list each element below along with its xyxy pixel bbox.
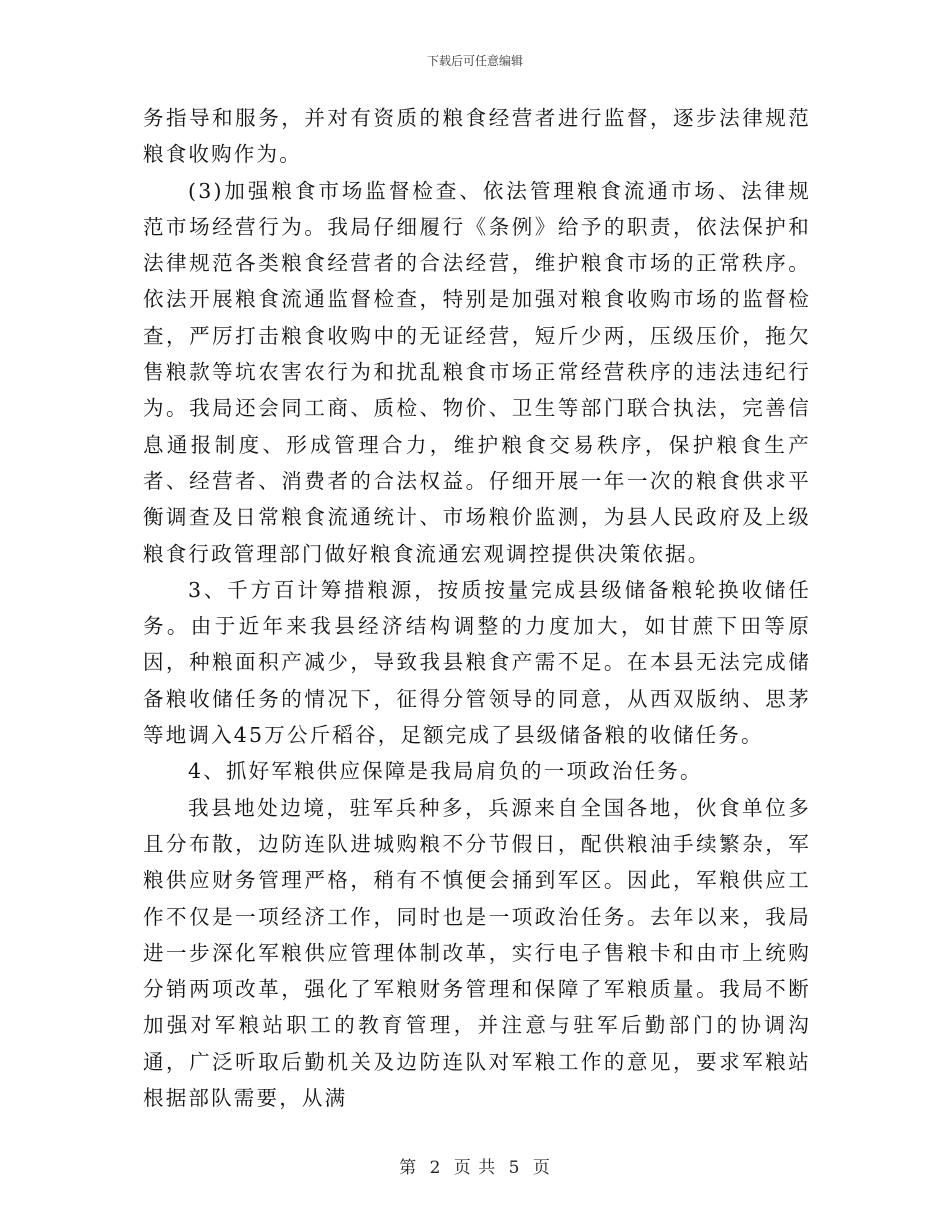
page-number-footer [0, 1153, 950, 1178]
document-body [143, 100, 811, 1116]
paragraph-grain-reserve: 3、千方百计筹措粮源，按质按量完成县级储备粮轮换收储任务。由于近年来我县经济结构调整的力度加大，如甘蔗下田等原因，种粮面积产减少，导致我县粮食产需不足。在本县无法完成储备粮收储任务的情况下，征得分管领导的同意，从西双版纳、思茅等地调入45万公斤稻谷，足额完成了县级储备粮的收储任务。 [143, 577, 811, 748]
page-suffix: 页 [532, 1158, 551, 1178]
paragraph-continuation: 务指导和服务，并对有资质的粮食经营者进行监督，逐步法律规范粮食收购作为。 [143, 106, 811, 167]
paragraph-market-supervision: (3)加强粮食市场监督检查、依法管理粮食流通市场、法律规范市场经营行为。我局仔细履行《条例》给予的职责，依法保护和法律规范各类粮食经营者的合法经营，维护粮食市场的正常秩序。依法开展粮食流通监督检查，特别是加强对粮食收购市场的监督检查，严厉打击粮食收购中的无证经营，短斤少两，压级压价，拖欠售粮款等坑农害农行为和扰乱粮食市场正常经营秩序的违法违纪行为。我局还会同工商、质检、物价、卫生等部门联合执法，完善信息通报制度、形成管理合力，维护粮食交易秩序，保护粮食生产者、经营者、消费者的合法权益。仔细开展一年一次的粮食供求平衡调查及日常粮食流通统计、市场粮价监测，为县人民政府及上级粮食行政管理部门做好粮食流通宏观调控提供决策依据。 [143, 178, 811, 566]
page-middle-text: 页 共 [453, 1158, 497, 1178]
paragraph-military-grain-detail: 我县地处边境，驻军兵种多，兵源来自全国各地，伙食单位多且分布散，边防连队进城购粮不分节假日，配供粮油手续繁杂，军粮供应财务管理严格，稍有不慎便会捅到军区。因此，军粮供应工作不仅是一项经济工作，同时也是一项政治任务。去年以来，我局进一步深化军粮供应管理体制改革，实行电子售粮卡和由市上统购分销两项改革，强化了军粮财务管理和保障了军粮质量。我局不断加强对军粮站职工的教育管理，并注意与驻军后勤部门的协调沟通，广泛听取后勤机关及边防连队对军粮工作的意见，要求军粮站根据部队需要，从满 [143, 795, 811, 1111]
page-header-note: 下载后可任意编辑 [426, 54, 523, 68]
paragraph-military-grain-heading: 4、抓好军粮供应保障是我局肩负的一项政治任务。 [188, 759, 703, 784]
current-page-number: 2 [429, 1158, 442, 1178]
total-page-number: 5 [508, 1158, 521, 1178]
page-prefix: 第 [399, 1158, 418, 1178]
